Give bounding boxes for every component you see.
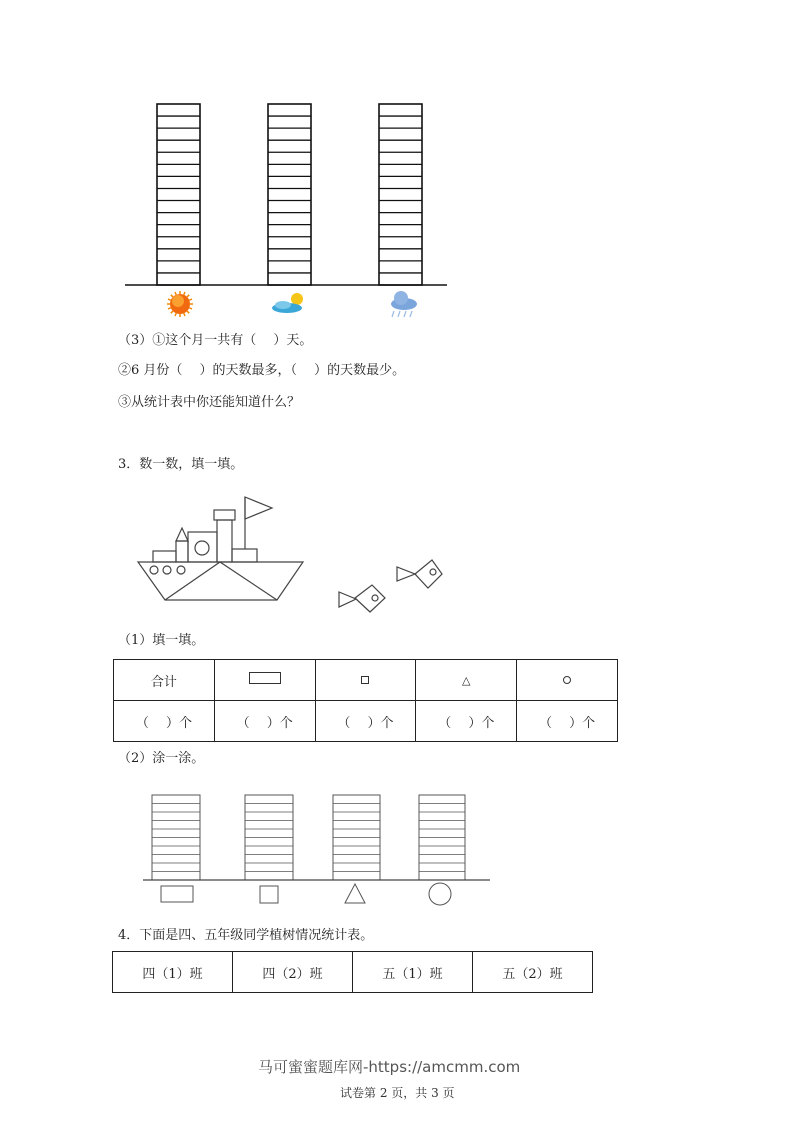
page-footer: 试卷第 2 页，共 3 页: [340, 1086, 455, 1100]
q3-2-text: ②6 月份（ ）的天数最多，（ ）的天数最少。: [118, 363, 406, 378]
answer-cell[interactable]: （ ）个: [214, 701, 315, 742]
square-icon: [260, 886, 278, 903]
tree-planting-table: [112, 951, 593, 993]
sub-question-2: （2）涂一涂。: [118, 751, 205, 766]
question-4-title: 4．下面是四、五年级同学植树情况统计表。: [118, 928, 374, 943]
triangle-icon: [345, 884, 365, 903]
class-header: 四（1）班: [113, 952, 233, 993]
answer-cell[interactable]: （ ）个: [416, 701, 517, 742]
answer-cell[interactable]: （ ）个: [114, 701, 215, 742]
circle-icon: [429, 883, 451, 905]
class-header: 五（2）班: [473, 952, 593, 993]
header-total: 合计: [114, 660, 215, 701]
bar-grid: [333, 795, 380, 880]
q3-1-text: （3）①这个月一共有（ ）天。: [118, 333, 313, 348]
rectangle-icon: [161, 886, 193, 902]
bar-grid: [419, 795, 465, 880]
class-header: 五（1）班: [353, 952, 473, 993]
bar-grid: [245, 795, 293, 880]
watermark: 马可蜜蜜题库网-https://amcmm.com: [258, 1058, 521, 1076]
question-3-title: 3．数一数，填一填。: [118, 457, 244, 472]
q3-3-text: ③从统计表中你还能知道什么？: [118, 395, 301, 410]
triangle-icon: △: [462, 673, 471, 687]
class-header: 四（2）班: [233, 952, 353, 993]
answer-cell[interactable]: （ ）个: [517, 701, 618, 742]
sub-question-1: （1）填一填。: [118, 633, 205, 648]
bar-grid: [152, 795, 200, 880]
answer-cell[interactable]: （ ）个: [315, 701, 416, 742]
